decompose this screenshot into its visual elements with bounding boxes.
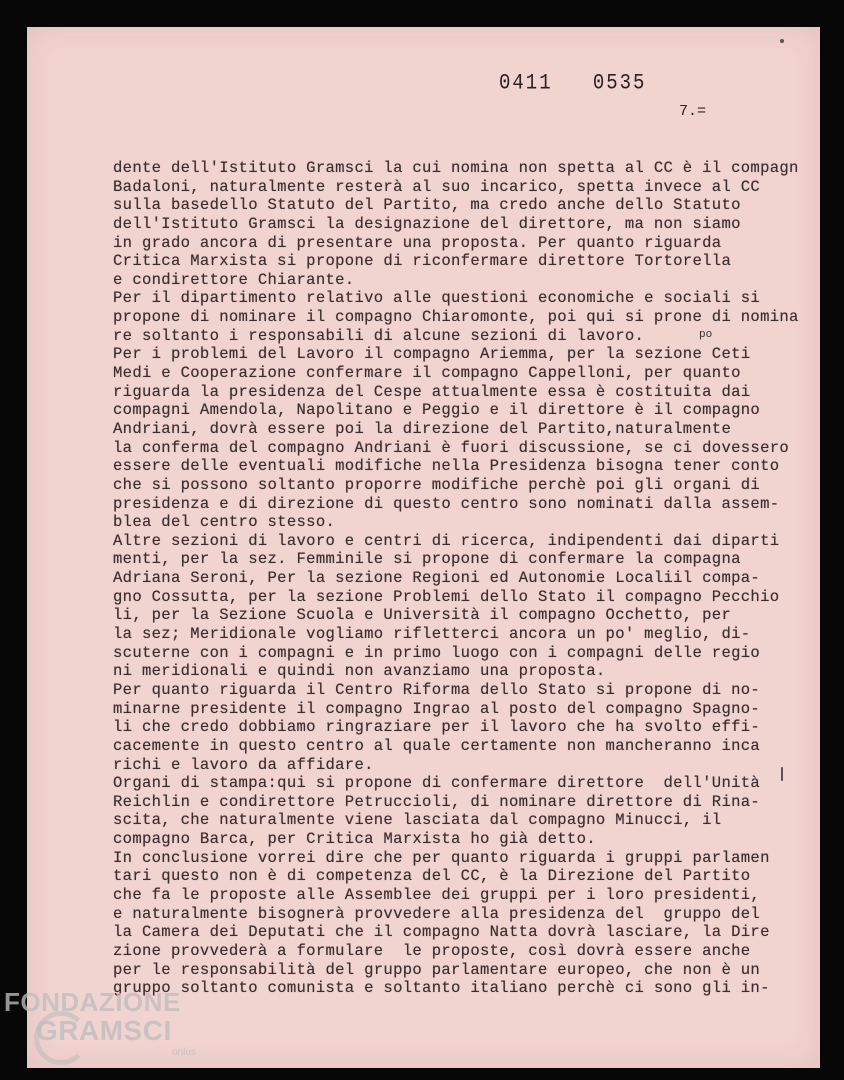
- text-line: Badaloni, naturalmente resterà al suo incarico, spetta invece al CC: [113, 177, 761, 196]
- text-line: cacemente in questo centro al quale certamente non mancheranno inca: [113, 736, 761, 755]
- text-line: la sez; Meridionale vogliamo rifletterci ancora un po' meglio, di-: [113, 625, 751, 644]
- text-line: la conferma del compagno Andriani è fuori discussione, se ci dovessero: [113, 438, 790, 457]
- text-line: dente dell'Istituto Gramsci la cui nomina non spetta al CC è il compagn: [113, 159, 799, 177]
- watermark-line-2: GRAMSCI: [36, 1015, 172, 1046]
- text-line: Organi di stampa:qui si propone di confermare direttore dell'Unità: [113, 774, 761, 793]
- text-line: zione provvederà a formulare le proposte, così dovrà essere anche: [113, 941, 751, 960]
- paper-speck: [781, 767, 783, 781]
- text-line: minarne presidente il compagno Ingrao al posto del compagno Spagno-: [113, 699, 761, 718]
- text-line: Per il dipartimento relativo alle questioni economiche e sociali si: [113, 289, 761, 308]
- fondazione-gramsci-watermark: [4, 985, 234, 1075]
- text-line: Per quanto riguarda il Centro Riforma dello Stato si propone di no-: [113, 680, 761, 699]
- text-line: li che credo dobbiamo ringraziare per il lavoro che ha svolto effi-: [113, 718, 761, 737]
- document-page: [27, 27, 820, 1068]
- text-line: In conclusione vorrei dire che per quanto riguarda i gruppi parlamen: [113, 848, 770, 867]
- text-line: e naturalmente bisognerà provvedere alla presidenza del gruppo del: [113, 904, 761, 923]
- text-line: richi e lavoro da affidare.: [113, 755, 374, 774]
- text-line: sulla basedello Statuto del Partito, ma credo anche dello Statuto: [113, 196, 741, 215]
- text-line: ni meridionali e quindi non avanziamo una proposta.: [113, 662, 606, 681]
- text-line: per le responsabilità del gruppo parlamentare europeo, che non è un: [113, 960, 761, 979]
- text-line: che si possono soltanto proporre modifiche perchè poi gli organi di: [113, 475, 761, 494]
- text-line: Adriana Seroni, Per la sezione Regioni ed Autonomie Localiil compa-: [113, 569, 761, 588]
- archive-document-number: 0411 0535: [499, 70, 647, 96]
- text-line: Medi e Cooperazione confermare il compagno Cappelloni, per quanto: [113, 364, 741, 383]
- text-line: che fa le proposte alle Assemblee dei gruppi per i loro presidenti,: [113, 885, 761, 904]
- text-line: gruppo soltanto comunista e soltanto italiano perchè ci sono gli in-: [113, 979, 770, 998]
- text-line: essere delle eventuali modifiche nella Presidenza bisogna tener conto: [113, 457, 780, 476]
- text-line: propone di nominare il compagno Chiaromonte, poi qui si prone di nomina: [113, 308, 799, 327]
- text-line: gno Cossutta, per la sezione Problemi dello Stato il compagno Pecchio: [113, 587, 780, 606]
- text-line: e condirettore Chiarante.: [113, 270, 355, 289]
- text-line: compagno Barca, per Critica Marxista ho già detto.: [113, 830, 596, 849]
- text-line: Andriani, dovrà essere poi la direzione del Partito,naturalmente: [113, 419, 732, 438]
- text-line: Reichlin e condirettore Petruccioli, di nominare direttore di Rina-: [113, 792, 761, 811]
- handwritten-correction: po: [699, 329, 713, 341]
- text-line: Critica Marxista si propone di riconfermare direttore Tortorella: [113, 252, 732, 271]
- text-line: compagni Amendola, Napolitano e Peggio e il direttore è il compagno: [113, 401, 761, 420]
- watermark-line-1: FONDAZIONE: [4, 987, 181, 1017]
- text-line: li, per la Sezione Scuola e Università il compagno Occhetto, per: [113, 606, 732, 625]
- text-line: presidenza e di direzione di questo centro sono nominati dalla assem-: [113, 494, 780, 513]
- text-line: riguarda la presidenza del Cespe attualmente essa è costituita dai: [113, 382, 751, 401]
- text-line: dell'Istituto Gramsci la designazione del direttore, ma non siamo: [113, 214, 741, 233]
- text-line: scita, che naturalmente viene lasciata dal compagno Minucci, il: [113, 811, 722, 830]
- text-line: re soltanto i responsabili di alcune sezioni di lavoro.: [113, 326, 645, 345]
- text-line: Altre sezioni di lavoro e centri di ricerca, indipendenti dai diparti: [113, 531, 780, 550]
- text-line: in grado ancora di presentare una proposta. Per quanto riguarda: [113, 233, 722, 252]
- text-line: menti, per la sez. Femminile si propone di confermare la compagna: [113, 550, 741, 569]
- text-line: Per i problemi del Lavoro il compagno Ariemma, per la sezione Ceti: [113, 345, 751, 364]
- watermark-line-3: onlus: [172, 1047, 196, 1058]
- text-line: scuterne con i compagni e in primo luogo con i compagni delle regio: [113, 643, 761, 662]
- text-line: tari questo non è di competenza del CC, è la Direzione del Partito: [113, 867, 751, 886]
- text-line: la Camera dei Deputati che il compagno Natta dovrà lasciare, la Dire: [113, 923, 770, 942]
- typewritten-body: [113, 159, 813, 998]
- page-number: 7.=: [679, 103, 707, 120]
- text-line: blea del centro stesso.: [113, 513, 336, 532]
- paper-speck: [780, 39, 784, 43]
